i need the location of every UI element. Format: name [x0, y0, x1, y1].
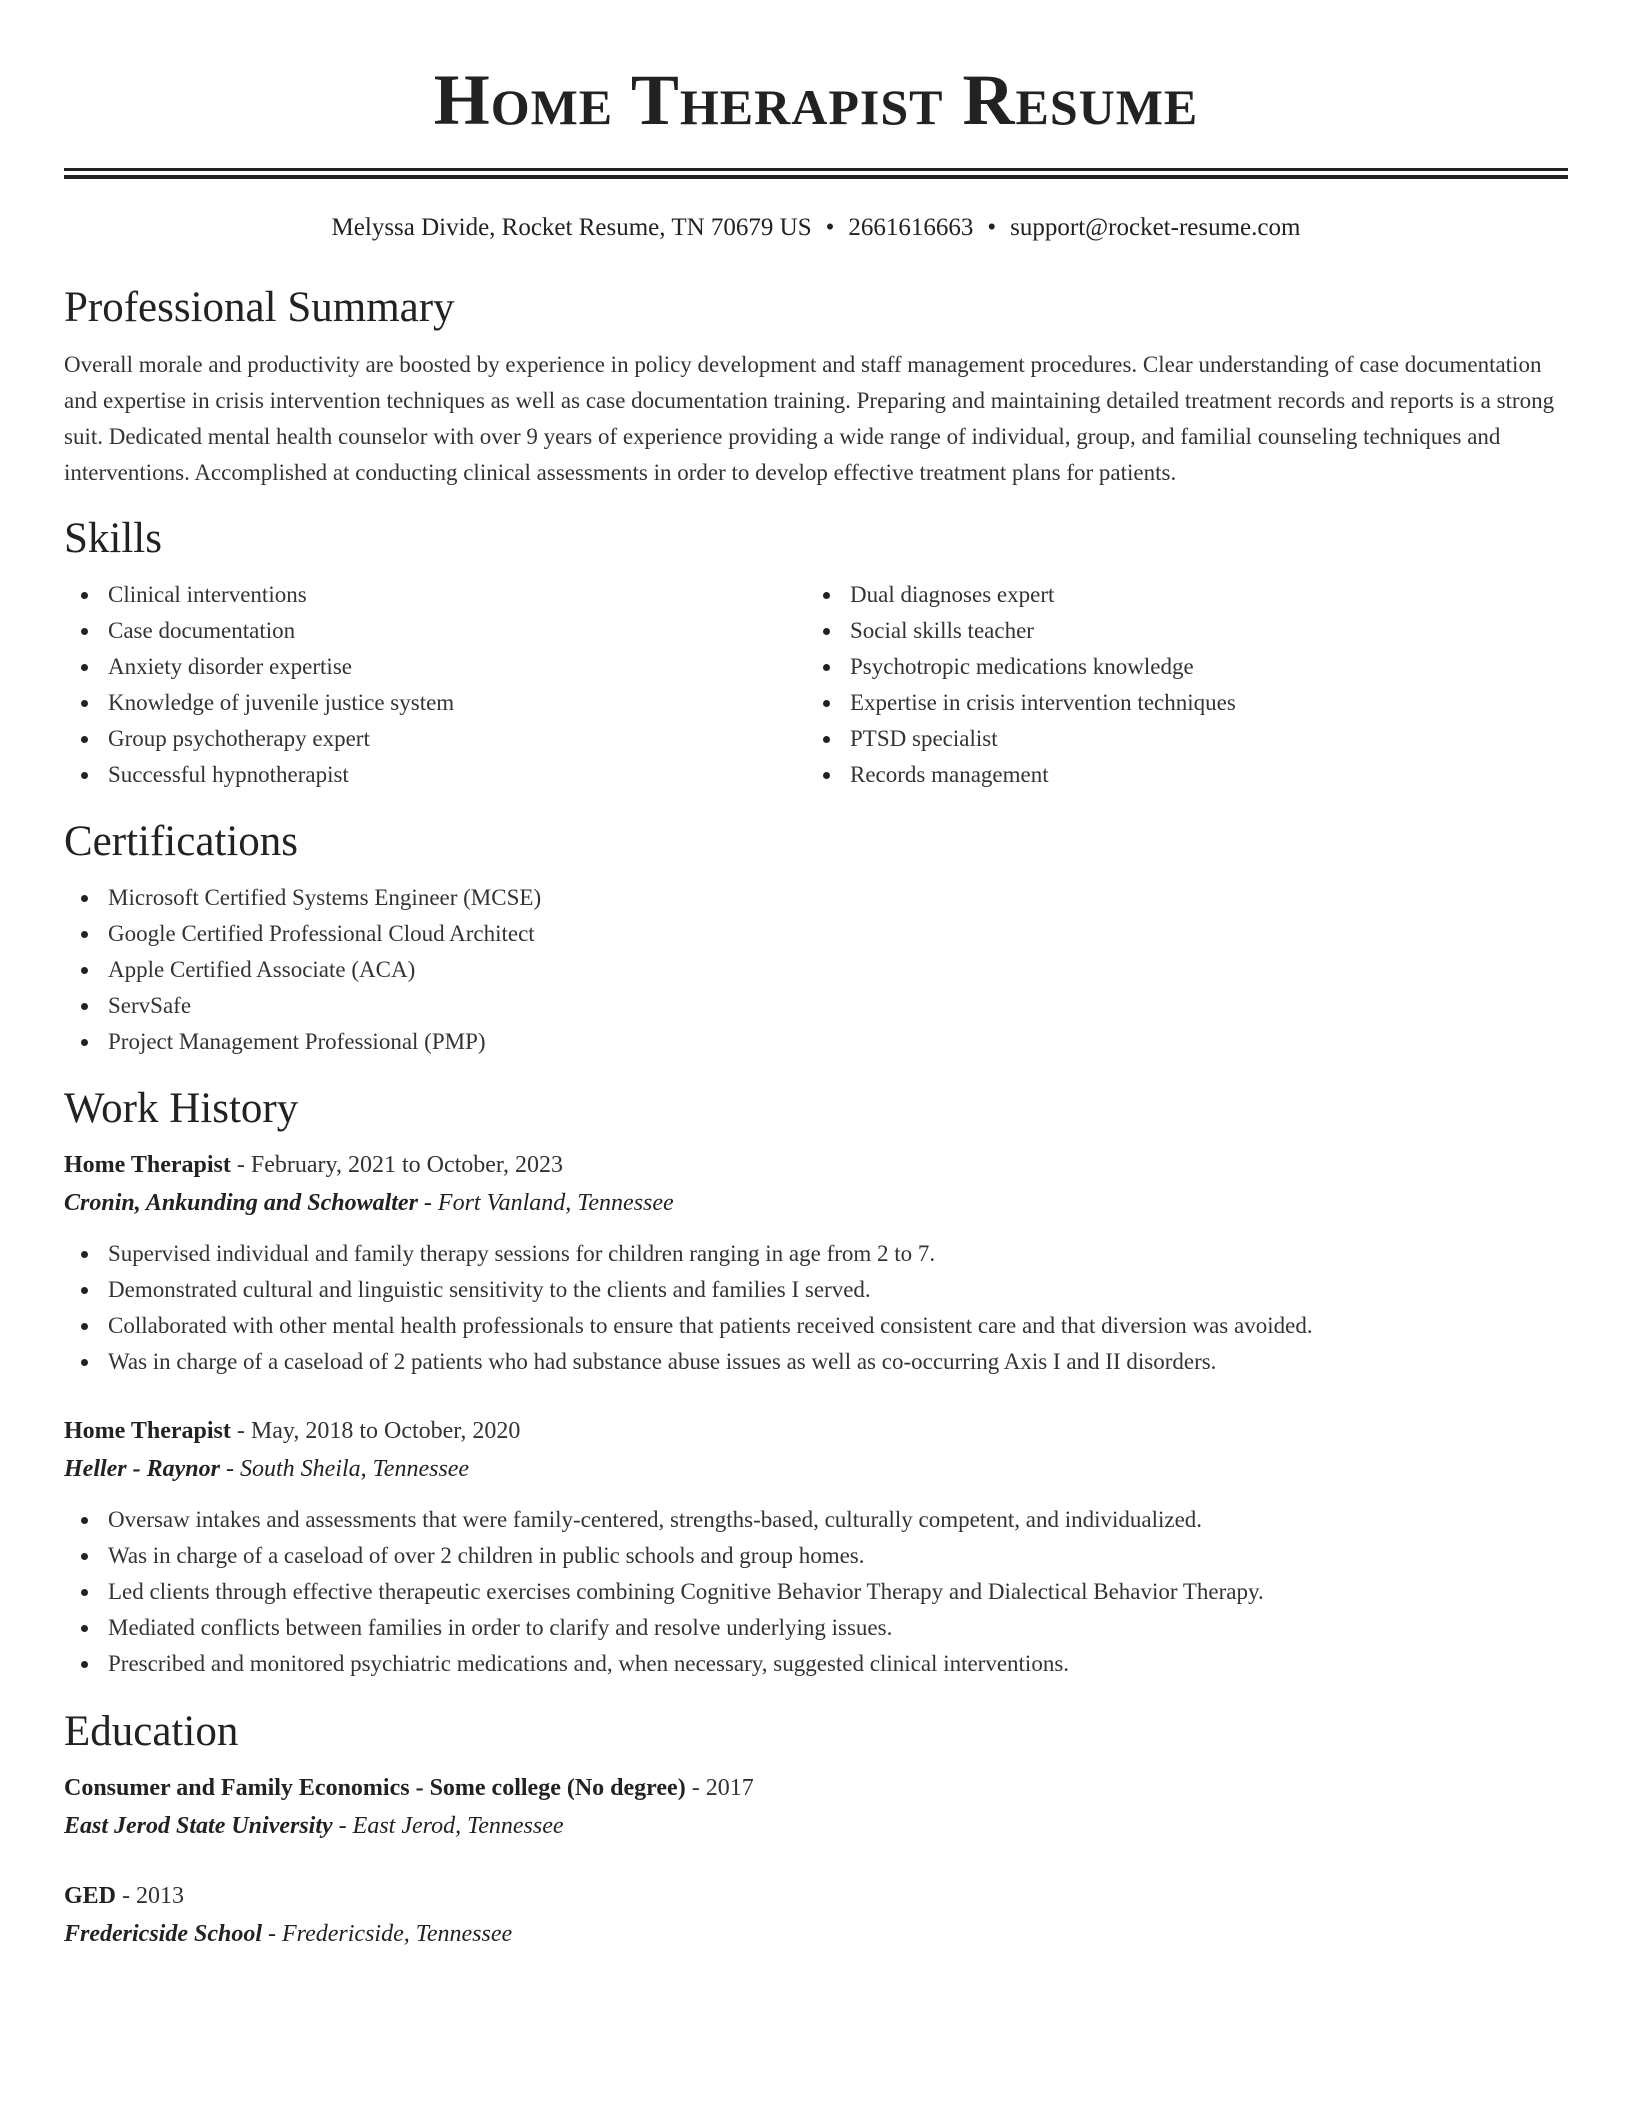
education-school: East Jerod State University	[64, 1813, 333, 1840]
contact-separator: •	[987, 214, 997, 241]
certifications-heading: Certifications	[64, 817, 299, 865]
contact-address: Melyssa Divide, Rocket Resume, TN 70679 US	[331, 214, 812, 241]
education-entry	[64, 1769, 1568, 1845]
education-degree: Consumer and Family Economics - Some college (No degree)	[64, 1775, 686, 1802]
education-entry	[64, 1877, 1568, 1953]
education-school-line	[64, 1807, 1568, 1845]
skill-item: Psychotropic medications knowledge	[806, 649, 1568, 685]
job-location: - Fort Vanland, Tennessee	[423, 1190, 674, 1217]
skill-item: Expertise in crisis intervention techniques	[806, 685, 1568, 721]
education-degree-line	[64, 1877, 1568, 1915]
certifications-list	[64, 880, 1568, 1060]
job-dates: - February, 2021 to October, 2023	[236, 1152, 563, 1179]
education-school: Fredericside School	[64, 1921, 262, 1948]
job-duty-item: Supervised individual and family therapy sessions for children ranging in age from 2 to 7.	[64, 1236, 1568, 1272]
job-title: Home Therapist	[64, 1418, 231, 1445]
education-location: - East Jerod, Tennessee	[338, 1813, 564, 1840]
job-location: - South Sheila, Tennessee	[226, 1456, 470, 1483]
job-duty-item: Mediated conflicts between families in order to clarify and resolve underlying issues.	[64, 1610, 1568, 1646]
job-entry	[64, 1412, 1568, 1682]
job-company-line	[64, 1450, 1568, 1488]
certification-item: Google Certified Professional Cloud Architect	[64, 916, 1568, 952]
certification-item: Microsoft Certified Systems Engineer (MCSE)	[64, 880, 1568, 916]
resume-title: Home Therapist Resume	[433, 60, 1199, 140]
job-dates: - May, 2018 to October, 2020	[236, 1418, 521, 1445]
job-title-line	[64, 1146, 1568, 1184]
skills-column-right	[806, 577, 1568, 793]
job-title-line	[64, 1412, 1568, 1450]
job-duty-item: Oversaw intakes and assessments that were family-centered, strengths-based, culturally competent, and individualized.	[64, 1502, 1568, 1538]
job-duty-item: Collaborated with other mental health professionals to ensure that patients received consistent care and that diversion was avoided.	[64, 1308, 1568, 1344]
education-year: - 2013	[122, 1883, 185, 1910]
education-degree-line	[64, 1769, 1568, 1807]
job-duty-item: Was in charge of a caseload of 2 patients who had substance abuse issues as well as co-occurring Axis I and II disorders.	[64, 1344, 1568, 1380]
job-company-line	[64, 1184, 1568, 1222]
contact-line	[64, 213, 1568, 243]
skill-item: Knowledge of juvenile justice system	[64, 685, 806, 721]
skill-item: Case documentation	[64, 613, 806, 649]
contact-phone: 2661616663	[848, 214, 974, 241]
certification-item: ServSafe	[64, 988, 1568, 1024]
job-entry	[64, 1146, 1568, 1380]
education-degree: GED	[64, 1883, 117, 1910]
work-history-heading: Work History	[64, 1084, 299, 1132]
job-duties-list	[64, 1502, 1568, 1682]
skills-column-left	[64, 577, 806, 793]
job-duty-item: Led clients through effective therapeutic exercises combining Cognitive Behavior Therapy and Dialectical Behavior Therapy.	[64, 1574, 1568, 1610]
education-heading: Education	[64, 1708, 239, 1756]
skill-item: Successful hypnotherapist	[64, 757, 806, 793]
job-duty-item: Was in charge of a caseload of over 2 children in public schools and group homes.	[64, 1538, 1568, 1574]
certification-item: Project Management Professional (PMP)	[64, 1024, 1568, 1060]
skill-item: PTSD specialist	[806, 721, 1568, 757]
job-duty-item: Prescribed and monitored psychiatric medications and, when necessary, suggested clinical interventions.	[64, 1646, 1568, 1682]
job-title: Home Therapist	[64, 1152, 231, 1179]
job-duty-item: Demonstrated cultural and linguistic sensitivity to the clients and families I served.	[64, 1272, 1568, 1308]
skill-item: Social skills teacher	[806, 613, 1568, 649]
contact-separator: •	[825, 214, 835, 241]
skills-heading: Skills	[64, 515, 162, 563]
title-double-rule	[64, 168, 1568, 179]
education-location: - Fredericside, Tennessee	[268, 1921, 513, 1948]
summary-heading: Professional Summary	[64, 284, 455, 331]
skills-list	[64, 577, 1568, 793]
summary-text: Overall morale and productivity are boosted by experience in policy development and staff management procedures. Clear understanding of case documentation and expertise in crisis intervention techniques as well as case documentation training. Preparing and maintaining detailed treatment records and reports is a strong suit. Dedicated mental health counselor with over 9 years of experience providing a wide range of individual, group, and familial counseling techniques and interventions. Accomplished at conducting clinical assessments in order to develop effective treatment plans for patients.	[64, 352, 1555, 486]
education-school-line	[64, 1915, 1568, 1953]
job-company: Cronin, Ankunding and Schowalter	[64, 1190, 418, 1217]
skill-item: Dual diagnoses expert	[806, 577, 1568, 613]
job-duties-list	[64, 1236, 1568, 1380]
skill-item: Group psychotherapy expert	[64, 721, 806, 757]
skill-item: Clinical interventions	[64, 577, 806, 613]
job-company: Heller - Raynor	[64, 1456, 220, 1483]
certification-item: Apple Certified Associate (ACA)	[64, 952, 1568, 988]
education-year: - 2017	[691, 1775, 754, 1802]
skill-item: Anxiety disorder expertise	[64, 649, 806, 685]
skill-item: Records management	[806, 757, 1568, 793]
contact-email: support@rocket-resume.com	[1010, 214, 1301, 241]
